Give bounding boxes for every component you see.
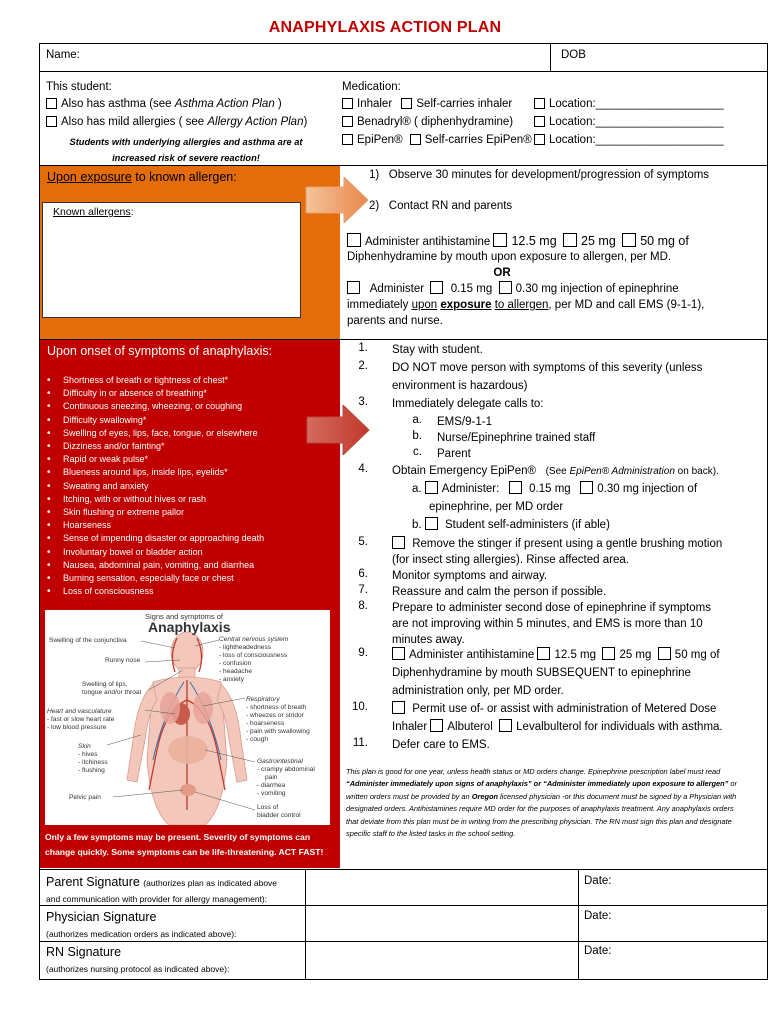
severity-warning	[45, 830, 335, 860]
figure-label: Central nervous system	[219, 636, 289, 643]
figure-label: - cough	[246, 736, 268, 743]
step-4-text: Obtain Emergency EpiPen®	[392, 465, 536, 477]
figure-label: Gastrointestinal	[257, 758, 303, 765]
step-10-text: Permit use of- or assist with administration of Metered Dose	[412, 703, 717, 715]
parent-date-field[interactable]	[620, 870, 765, 905]
step-number: 7.	[358, 584, 368, 596]
figure-label: - anxiety	[219, 676, 244, 683]
dose-25-label: 25 mg	[581, 234, 616, 248]
dose-50-label: 50 mg of	[640, 234, 689, 248]
student-intro: This student:	[46, 81, 112, 93]
figure-label: - itchiness	[78, 759, 108, 766]
step-4b	[412, 517, 610, 533]
rn-date-field[interactable]	[620, 942, 765, 979]
figure-label: - lightheadedness	[219, 644, 272, 651]
medication-label: Medication:	[342, 81, 401, 93]
figure-label: pain	[265, 774, 278, 781]
figure-label: Respiratory	[246, 696, 280, 703]
allergy-option[interactable]	[46, 116, 307, 128]
figure-label: - low blood pressure	[47, 724, 107, 731]
step-number: 11.	[352, 737, 368, 749]
step9-50-checkbox[interactable]	[658, 647, 671, 660]
antihistamine-label: Administer antihistamine	[365, 236, 491, 248]
parent-signature-note-2: and communication with provider for allergy management):	[46, 894, 268, 904]
figure-label: Swelling of the conjunctiva	[49, 637, 127, 644]
allergy-text: Also has mild allergies ( see	[61, 116, 208, 128]
epinephrine-row	[347, 281, 679, 297]
benadryl-location-checkbox[interactable]	[534, 116, 545, 127]
inhaler-location-checkbox[interactable]	[534, 98, 545, 109]
inhaler-checkbox[interactable]	[342, 98, 353, 109]
or-separator: OR	[493, 267, 511, 279]
administer-label: Administer	[369, 283, 425, 295]
step-number: 9.	[358, 647, 368, 659]
exposure-antihistamine-row	[347, 233, 689, 250]
dose-015-checkbox[interactable]	[430, 281, 443, 294]
immediately-text-end: , per MD and call EMS (9-1-1),	[548, 299, 705, 311]
name-field[interactable]	[96, 45, 546, 69]
step-3: Immediately delegate calls to:	[392, 398, 544, 410]
known-allergens-label: Known allergens	[53, 206, 131, 218]
exposure-heading	[47, 170, 237, 184]
inhaler-label: Inhaler	[392, 721, 428, 733]
allergy-plan-ref: Allergy Action Plan	[207, 116, 304, 128]
step-4	[392, 463, 719, 480]
step-8-cont: are not improving within 5 minutes, and EMS is more than 10	[392, 618, 703, 630]
inhaler-label: Inhaler	[357, 98, 393, 110]
antihistamine-checkbox[interactable]	[347, 233, 361, 247]
exposure-step-1: 1) Observe 30 minutes for development/progression of symptoms	[369, 169, 710, 181]
step-4a-cont: epinephrine, per MD order	[429, 501, 564, 513]
immediately-exposure: exposure	[440, 299, 492, 311]
figure-label: Swelling of lips,	[82, 681, 128, 688]
step-5-cont: (for insect sting allergies). Rinse affected area.	[392, 554, 629, 566]
symptom-item: • Itching, with or without hives or rash	[63, 493, 307, 506]
figure-label: - diarrhea	[257, 782, 286, 789]
asthma-text: Also has asthma (see	[61, 98, 175, 110]
figure-label: bladder control	[257, 812, 301, 819]
symptom-item: • Shortness of breath or tightness of chest*	[63, 374, 307, 387]
parent-signature-label	[46, 875, 277, 889]
benadryl-location[interactable]	[534, 116, 724, 128]
parent-date-label: Date:	[584, 875, 612, 887]
figure-label: - wheezes or stridor	[246, 712, 304, 719]
symptom-item: • Difficulty in or absence of breathing*	[63, 387, 307, 400]
figure-label: Loss of	[257, 804, 279, 811]
symptom-item: • Involuntary bowel or bladder action	[63, 546, 307, 559]
physician-date-label: Date:	[584, 910, 612, 922]
step-3b: Nurse/Epinephrine trained staff	[437, 432, 596, 444]
sub-letter: c.	[413, 446, 422, 458]
parent-signature-title: Parent Signature	[46, 875, 140, 889]
exposure-heading-underlined: Upon exposure	[47, 170, 132, 184]
figure-label: Heart and vasculature	[47, 708, 112, 715]
step-number: 2.	[358, 360, 368, 372]
figure-label: - fast or slow heart rate	[47, 716, 115, 723]
step9-antihistamine-checkbox[interactable]	[392, 647, 405, 660]
asthma-text-end: )	[274, 98, 282, 110]
warning-line: Students with underlying allergies and asthma are at	[69, 137, 303, 147]
step-5	[392, 536, 722, 552]
figure-label: - crampy abdominal	[257, 766, 315, 773]
dose-125-checkbox[interactable]	[493, 233, 507, 247]
figure-label: - shortness of breath	[246, 704, 307, 711]
self-administers-label: Student self-administers (if able)	[445, 519, 610, 531]
figure-label: - confusion	[219, 660, 252, 667]
sub-letter: a.	[412, 483, 422, 495]
asthma-plan-ref: Asthma Action Plan	[174, 98, 275, 110]
step-4-see: (See	[545, 466, 570, 477]
dose-015-label: 0.15 mg	[450, 283, 493, 295]
step-2: DO NOT move person with symptoms of this severity (unless	[392, 362, 703, 374]
step-4-see-ref: EpiPen® Administration	[569, 466, 675, 477]
immediately-upon: upon	[411, 299, 438, 311]
step-9-cont: administration only, per MD order.	[392, 685, 564, 697]
parents-nurse-line: parents and nurse.	[347, 315, 443, 327]
step4a-015-label: 0.15 mg	[529, 483, 571, 495]
step9-50-label: 50 mg of	[674, 649, 720, 661]
note-text: licensed physician -or this document must be signed by a Physician with designated orders. Antihistamines require MD order for the purposes of anaphylaxis treatment. Any anaphylaxis orders that deviate from this plan must be in writing from the prescribing physician. The RN must sign this plan and designate specific staff to the listed tasks in the school setting.	[346, 791, 737, 839]
albuterol-label: Albuterol	[447, 721, 493, 733]
step9-125-label: 12.5 mg	[554, 649, 597, 661]
levalbuterol-checkbox[interactable]	[499, 719, 512, 732]
step9-125-checkbox[interactable]	[537, 647, 550, 660]
figure-label: - flushing	[78, 767, 105, 774]
figure-label: Runny nose	[105, 657, 141, 664]
asthma-checkbox[interactable]	[46, 98, 57, 109]
medication-row-epipen	[342, 134, 532, 146]
step4a-administer-checkbox[interactable]	[425, 481, 438, 494]
exposure-step-2: 2) Contact RN and parents	[369, 200, 513, 212]
self-carries-inhaler-checkbox[interactable]	[401, 98, 412, 109]
stinger-checkbox[interactable]	[392, 536, 405, 549]
symptom-item: • Hoarseness	[63, 519, 307, 532]
step-6: Monitor symptoms and airway.	[392, 570, 548, 582]
severity-line: Only a few symptoms may be present. Severity of symptoms can	[45, 832, 311, 842]
dob-field[interactable]	[592, 45, 764, 69]
symptom-item: • Nausea, abdominal pain, vomiting, and diarrhea	[63, 559, 307, 572]
dose-125-label: 12.5 mg	[511, 234, 557, 248]
sub-letter: b.	[412, 519, 422, 531]
dose-030-label: 0.30 mg injection of epinephrine	[515, 283, 679, 295]
anaphylaxis-figure	[45, 610, 330, 825]
step-3a: EMS/9-1-1	[437, 416, 492, 428]
parent-signature-field[interactable]	[306, 870, 577, 905]
symptom-item: • Dizziness and/or fainting*	[63, 440, 307, 453]
symptom-item: • Sweating and anxiety	[63, 480, 307, 493]
levalbuterol-label: Levalbulterol for individuals with asthma.	[516, 721, 723, 733]
severity-line: change quickly. Some symptoms can be life-threatening. ACT FAST!	[45, 847, 324, 857]
underlying-warning	[46, 134, 326, 166]
step-8: Prepare to administer second dose of epinephrine if symptoms	[392, 602, 711, 614]
step9-antihistamine-label: Administer antihistamine	[409, 649, 535, 661]
divider	[578, 869, 579, 980]
albuterol-checkbox[interactable]	[430, 719, 443, 732]
inhaler-location[interactable]	[534, 98, 724, 110]
figure-label: - vomiting	[257, 790, 286, 797]
asthma-option[interactable]	[46, 98, 282, 110]
sub-letter: b.	[412, 430, 422, 442]
figure-label: - pain with swallowing	[246, 728, 310, 735]
exposure-arrow-icon	[304, 177, 370, 223]
immediately-allergen: to allergen	[494, 299, 549, 311]
symptom-list	[47, 374, 307, 598]
note-text: This plan is good for one year, unless health status or MD orders change. Epinephrine prescription label must read	[346, 767, 721, 776]
physician-signature-field[interactable]	[306, 906, 577, 941]
medication-row-inhaler	[342, 98, 512, 110]
step-7: Reassure and calm the person if possible.	[392, 586, 607, 598]
figure-label: - hives	[78, 751, 98, 758]
warning-line: increased risk of severe reaction!	[112, 153, 260, 163]
epipen-location[interactable]	[534, 134, 724, 146]
symptom-item: • Swelling of eyes, lips, face, tongue, or elsewhere	[63, 427, 307, 440]
benadryl-label: Benadryl® ( diphenhydramine)	[357, 116, 514, 128]
step9-25-checkbox[interactable]	[602, 647, 615, 660]
name-label: Name:	[46, 49, 80, 61]
symptom-item: • Rapid or weak pulse*	[63, 453, 307, 466]
step-9	[392, 647, 720, 663]
medication-row-benadryl	[342, 116, 513, 128]
step-number: 8.	[358, 600, 368, 612]
epipen-label: EpiPen®	[357, 134, 403, 146]
figure-label: - headache	[219, 668, 252, 675]
inhaler-assist-checkbox[interactable]	[392, 701, 405, 714]
location-label: Location:____________________	[549, 134, 724, 146]
step-4-see-end: on back).	[674, 466, 719, 477]
divider	[39, 71, 768, 72]
step4a-030-label: 0.30 mg injection of	[597, 483, 698, 495]
exposure-heading-rest: to known allergen:	[131, 170, 237, 184]
dob-label: DOB	[561, 49, 586, 61]
step-number: 1.	[358, 342, 368, 354]
figure-big-title: Anaphylaxis	[148, 619, 231, 635]
location-label: Location:____________________	[549, 116, 724, 128]
physician-date-field[interactable]	[620, 906, 765, 941]
symptom-item: • Continuous sneezing, wheezing, or coughing	[63, 400, 307, 413]
divider	[550, 43, 551, 71]
dose-25-checkbox[interactable]	[563, 233, 577, 247]
epipen-checkbox[interactable]	[342, 134, 353, 145]
symptom-item: • Loss of consciousness	[63, 585, 307, 598]
step-9-cont: Diphenhydramine by mouth SUBSEQUENT to epinephrine	[392, 667, 691, 679]
epipen-location-checkbox[interactable]	[534, 134, 545, 145]
allergy-text-end: )	[303, 116, 308, 128]
symptom-item: • Sense of impending disaster or approaching death	[63, 532, 307, 545]
step-10-cont	[392, 719, 723, 735]
immediately-text: immediately	[347, 299, 412, 311]
figure-label: - hoarseness	[246, 720, 285, 727]
self-carries-epipen-label: Self-carries EpiPen®	[424, 134, 532, 146]
step-number: 4.	[358, 463, 368, 475]
note-text: or written orders must be provided by an	[346, 779, 737, 801]
figure-small-title: Signs and symptoms of	[145, 612, 223, 621]
physician-signature-note: (authorizes medication orders as indicated above):	[46, 929, 237, 939]
step-2-cont: environment is hazardous)	[392, 380, 528, 392]
step-8-cont: minutes away.	[392, 634, 465, 646]
rn-signature-title: RN Signature	[46, 945, 122, 959]
allergy-checkbox[interactable]	[46, 116, 57, 127]
step4a-030-checkbox[interactable]	[580, 481, 593, 494]
immediately-line	[347, 297, 704, 313]
step-number: 10.	[352, 701, 368, 713]
step4a-015-checkbox[interactable]	[509, 481, 522, 494]
step-4a	[412, 481, 697, 497]
parent-signature-note: (authorizes plan as indicated above	[143, 878, 278, 888]
benadryl-checkbox[interactable]	[342, 116, 353, 127]
figure-label: Skin	[78, 743, 91, 750]
page-title: ANAPHYLAXIS ACTION PLAN	[268, 19, 502, 36]
location-label: Location:____________________	[549, 98, 724, 110]
step-5-text: Remove the stinger if present using a gentle brushing motion	[412, 538, 723, 550]
symptom-item: • Skin flushing or extreme pallor	[63, 506, 307, 519]
known-allergens-box[interactable]: Known allergens:	[42, 202, 301, 318]
self-carries-inhaler-label: Self-carries inhaler	[416, 98, 513, 110]
anaphylaxis-heading: Upon onset of symptoms of anaphylaxis:	[47, 344, 273, 358]
figure-labels	[45, 610, 330, 825]
diphen-line: Diphenhydramine by mouth upon exposure to allergen, per MD.	[347, 251, 672, 263]
step-1: Stay with student.	[392, 344, 483, 356]
note-required-label: “Administer immediately upon signs of anaphylaxis” or “Administer immediately upon exposure to allergen”	[346, 779, 729, 789]
plan-validity-note	[346, 766, 738, 840]
self-carries-epipen-checkbox[interactable]	[410, 134, 421, 145]
anaphylaxis-arrow-icon	[305, 405, 371, 455]
rn-signature-note: (authorizes nursing protocol as indicated above):	[46, 964, 230, 974]
step9-25-label: 25 mg	[619, 649, 652, 661]
dose-030-checkbox[interactable]	[499, 281, 512, 294]
symptom-item: • Blueness around lips, inside lips, eyelids*	[63, 466, 307, 479]
step-number: 6.	[358, 568, 368, 580]
figure-label: tongue and/or throat	[82, 689, 142, 696]
step-3c: Parent	[437, 448, 471, 460]
step-10	[392, 701, 716, 717]
symptom-item: • Burning sensation, especially face or chest	[63, 572, 307, 585]
administer-checkbox[interactable]	[347, 281, 360, 294]
figure-label: Pelvic pain	[69, 794, 101, 801]
figure-label: - loss of consciousness	[219, 652, 288, 659]
step-11: Defer care to EMS.	[392, 739, 490, 751]
self-administers-checkbox[interactable]	[425, 517, 438, 530]
rn-date-label: Date:	[584, 945, 612, 957]
symptom-item: • Difficulty swallowing*	[63, 414, 307, 427]
step-number: 5.	[358, 536, 368, 548]
step4a-administer-label: Administer:	[441, 483, 500, 495]
dose-50-checkbox[interactable]	[622, 233, 636, 247]
step-number: 3.	[358, 396, 368, 408]
note-state: Oregon	[471, 791, 498, 801]
sub-letter: a.	[412, 414, 422, 426]
physician-signature-title: Physician Signature	[46, 910, 157, 924]
rn-signature-field[interactable]	[306, 942, 577, 979]
